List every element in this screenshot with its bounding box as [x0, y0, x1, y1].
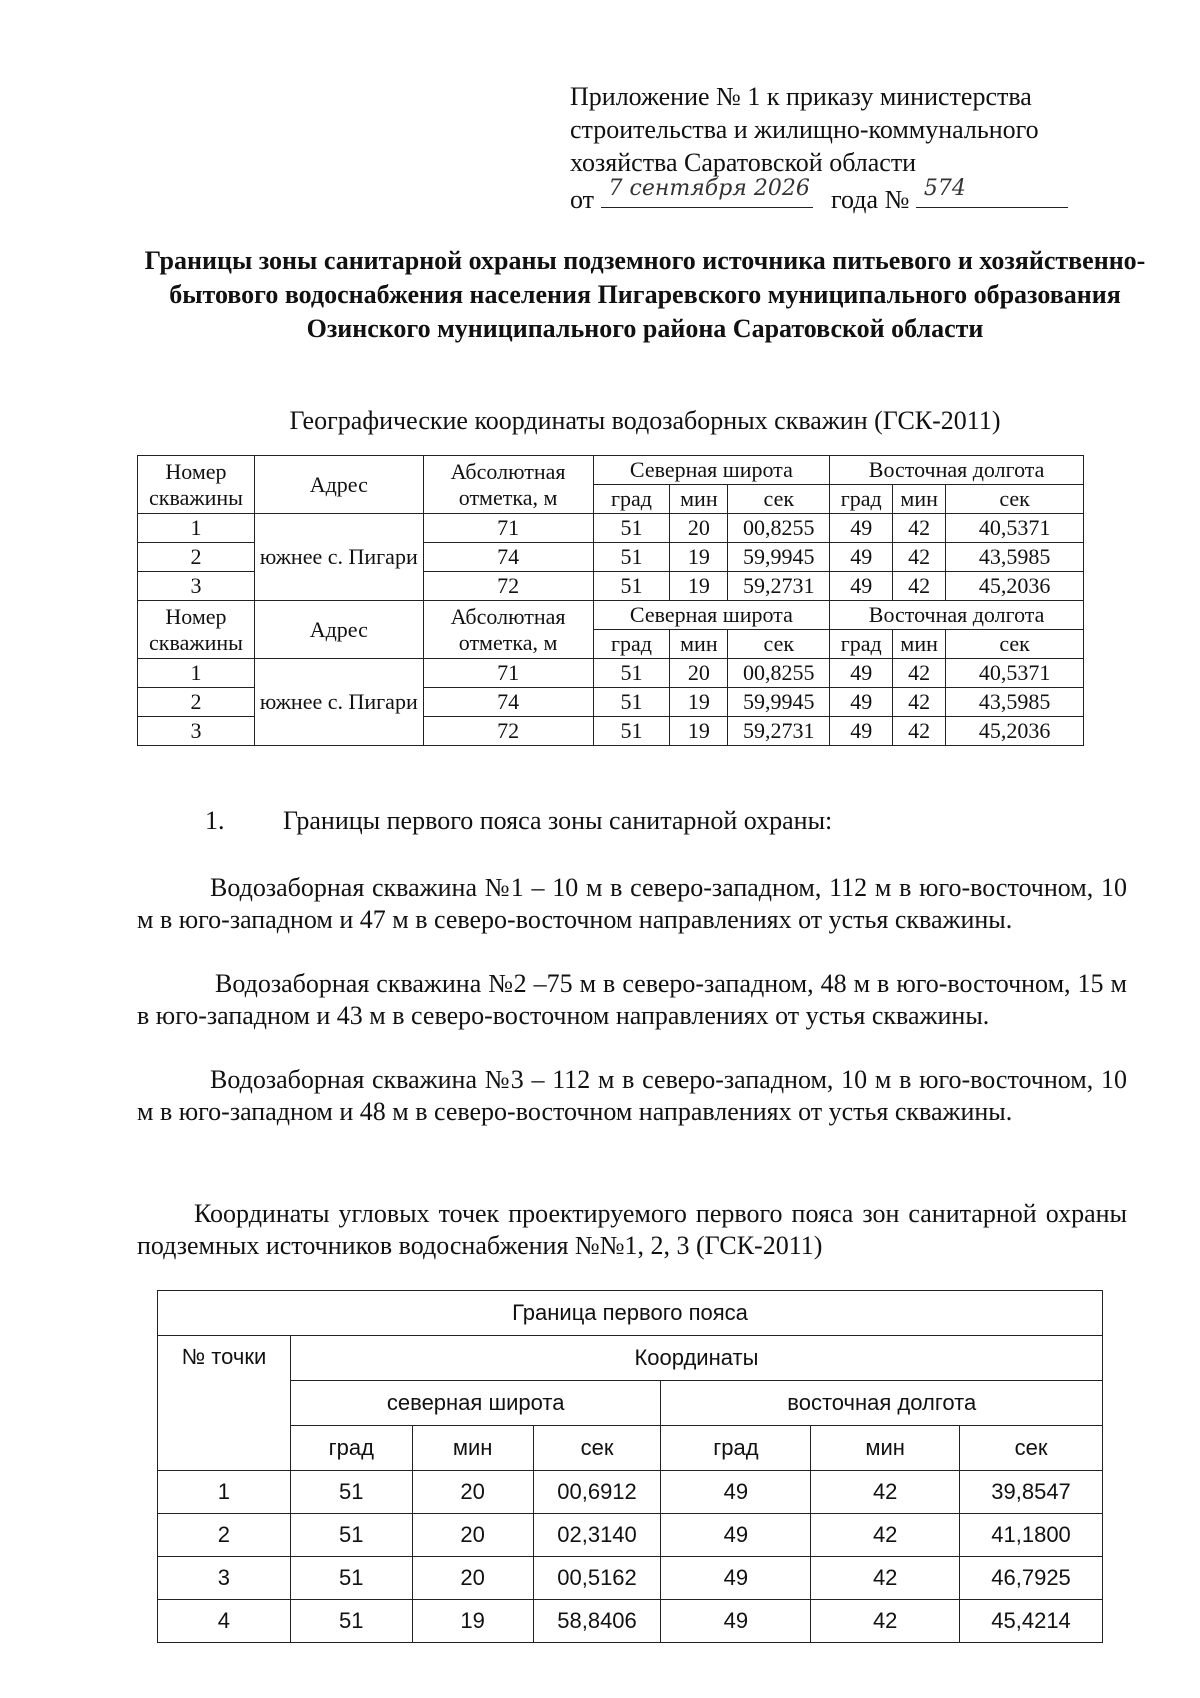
header-unit: мин — [811, 1426, 960, 1471]
cell-coordinate: 00,8255 — [728, 659, 830, 688]
cell-coordinate: 40,5371 — [946, 659, 1084, 688]
cell-coordinate: 20 — [412, 1557, 533, 1600]
table-header-row — [158, 1291, 1103, 1336]
header-unit: град — [290, 1426, 412, 1471]
cell-coordinate: 49 — [830, 717, 893, 746]
cell-altitude: 72 — [423, 717, 593, 746]
cell-coordinate: 42 — [811, 1600, 960, 1643]
cell-coordinate: 51 — [593, 659, 670, 688]
table-row — [158, 1557, 1103, 1600]
header-unit: град — [830, 630, 893, 659]
header-unit: сек — [960, 1426, 1103, 1471]
annex-line-2: строительства и жилищно-коммунального — [570, 115, 1039, 144]
cell-coordinate: 19 — [670, 717, 728, 746]
cell-coordinate: 19 — [670, 688, 728, 717]
cell-coordinate: 46,7925 — [960, 1557, 1103, 1600]
cell-well-number: 3 — [138, 572, 255, 601]
header-point-number: № точки — [158, 1336, 291, 1471]
cell-coordinate: 19 — [412, 1600, 533, 1643]
cell-coordinate: 42 — [893, 717, 946, 746]
cell-coordinate: 49 — [661, 1557, 811, 1600]
table1-caption: Географические координаты водозаборных скважин (ГСК-2011) — [289, 406, 1001, 435]
cell-coordinate: 51 — [593, 688, 670, 717]
cell-coordinate: 49 — [661, 1471, 811, 1514]
cell-coordinate: 42 — [893, 688, 946, 717]
cell-coordinate: 49 — [661, 1600, 811, 1643]
section1-heading-text: Границы первого пояса зоны санитарной охраны: — [283, 806, 833, 835]
header-unit: сек — [946, 630, 1084, 659]
from-label: от — [570, 185, 595, 214]
header-altitude: Абсолютная отметка, м — [423, 601, 593, 659]
cell-coordinate: 20 — [412, 1514, 533, 1557]
year-label: года № — [831, 185, 910, 214]
cell-coordinate: 45,2036 — [946, 572, 1084, 601]
header-altitude: Абсолютная отметка, м — [423, 456, 593, 514]
handwritten-number: 574 — [923, 176, 966, 201]
section1-number: 1. — [205, 806, 225, 835]
number-field — [916, 176, 1068, 208]
cell-well-number: 1 — [138, 514, 255, 543]
cell-coordinate: 59,2731 — [728, 717, 830, 746]
table-header-row — [158, 1381, 1103, 1426]
cell-coordinate: 42 — [811, 1514, 960, 1557]
table-header-row — [138, 601, 1084, 630]
header-unit: мин — [670, 630, 728, 659]
cell-coordinate: 51 — [593, 514, 670, 543]
header-unit: сек — [946, 485, 1084, 514]
header-unit: град — [593, 485, 670, 514]
cell-coordinate: 49 — [661, 1514, 811, 1557]
cell-coordinate: 49 — [830, 572, 893, 601]
header-east-longitude: восточная долгота — [661, 1381, 1103, 1426]
cell-coordinate: 45,2036 — [946, 717, 1084, 746]
table-row — [158, 1514, 1103, 1557]
cell-coordinate: 42 — [893, 659, 946, 688]
header-north-latitude: Северная широта — [593, 456, 830, 485]
table-header-row — [158, 1426, 1103, 1471]
date-field — [601, 176, 813, 208]
cell-coordinate: 02,3140 — [533, 1514, 661, 1557]
header-east-longitude: Восточная долгота — [830, 456, 1084, 485]
cell-coordinate: 43,5985 — [946, 688, 1084, 717]
cell-coordinate: 42 — [893, 514, 946, 543]
cell-coordinate: 45,4214 — [960, 1600, 1103, 1643]
cell-coordinate: 49 — [830, 514, 893, 543]
cell-coordinate: 51 — [593, 572, 670, 601]
header-unit: мин — [893, 485, 946, 514]
cell-well-number: 2 — [138, 543, 255, 572]
cell-coordinate: 59,9945 — [728, 688, 830, 717]
header-east-longitude: Восточная долгота — [830, 601, 1084, 630]
cell-coordinate: 42 — [811, 1471, 960, 1514]
cell-address: южнее с. Пигари — [254, 514, 423, 601]
cell-coordinate: 51 — [290, 1514, 412, 1557]
table-row — [138, 659, 1084, 688]
cell-coordinate: 20 — [670, 514, 728, 543]
header-first-belt: Граница первого пояса — [158, 1291, 1103, 1336]
first-belt-table — [157, 1290, 1103, 1643]
cell-coordinate: 43,5985 — [946, 543, 1084, 572]
cell-coordinate: 42 — [811, 1557, 960, 1600]
cell-coordinate: 49 — [830, 659, 893, 688]
paragraph-well-1: Водозаборная скважина №1 – 10 м в северо-западном, 112 м в юго-восточном, 10 м в юго-западном и 47 м в северо-восточном направлениях от устья скважины. — [137, 873, 1127, 934]
header-unit: мин — [412, 1426, 533, 1471]
cell-coordinate: 00,8255 — [728, 514, 830, 543]
table-row — [158, 1600, 1103, 1643]
cell-point-number: 1 — [158, 1471, 291, 1514]
cell-altitude: 72 — [423, 572, 593, 601]
header-well-number: Номер скважины — [138, 456, 255, 514]
cell-altitude: 71 — [423, 659, 593, 688]
header-unit: град — [661, 1426, 811, 1471]
cell-coordinate: 59,2731 — [728, 572, 830, 601]
cell-altitude: 74 — [423, 688, 593, 717]
cell-coordinate: 19 — [670, 543, 728, 572]
cell-coordinate: 42 — [893, 543, 946, 572]
cell-altitude: 71 — [423, 514, 593, 543]
cell-point-number: 3 — [158, 1557, 291, 1600]
cell-coordinate: 51 — [290, 1471, 412, 1514]
wells-coordinates-table — [137, 455, 1084, 746]
cell-altitude: 74 — [423, 543, 593, 572]
cell-coordinate: 19 — [670, 572, 728, 601]
cell-point-number: 2 — [158, 1514, 291, 1557]
annex-header — [570, 80, 1090, 216]
cell-coordinate: 40,5371 — [946, 514, 1084, 543]
cell-well-number: 2 — [138, 688, 255, 717]
header-unit: сек — [728, 485, 830, 514]
table-row — [158, 1471, 1103, 1514]
paragraph-well-3: Водозаборная скважина №3 – 112 м в северо-западном, 10 м в юго-восточном, 10 м в юго-западном и 48 м в северо-восточном направлениях от устья скважины. — [137, 1065, 1127, 1126]
table-header-row — [138, 456, 1084, 485]
cell-coordinate: 00,5162 — [533, 1557, 661, 1600]
cell-coordinate: 51 — [290, 1557, 412, 1600]
cell-point-number: 4 — [158, 1600, 291, 1643]
table-header-row — [158, 1336, 1103, 1381]
header-unit: мин — [670, 485, 728, 514]
header-well-number: Номер скважины — [138, 601, 255, 659]
cell-well-number: 3 — [138, 717, 255, 746]
cell-address: южнее с. Пигари — [254, 659, 423, 746]
cell-coordinate: 20 — [412, 1471, 533, 1514]
cell-coordinate: 51 — [593, 717, 670, 746]
cell-coordinate: 49 — [830, 543, 893, 572]
handwritten-date: 7 сентября 2026 — [608, 176, 810, 201]
cell-coordinate: 41,1800 — [960, 1514, 1103, 1557]
document-title: Границы зоны санитарной охраны подземного источника питьевого и хозяйственно-бытового водоснабжения населения Пигаревского муниципального образования Озинского муниципального района Саратовской области — [144, 246, 1146, 343]
cell-coordinate: 49 — [830, 688, 893, 717]
table-row — [138, 514, 1084, 543]
header-unit: мин — [893, 630, 946, 659]
header-address: Адрес — [254, 601, 423, 659]
paragraph-table2-caption: Координаты угловых точек проектируемого первого пояса зон санитарной охраны подземных источников водоснабжения №№1, 2, 3 (ГСК-2011) — [137, 1199, 1127, 1260]
header-unit: град — [593, 630, 670, 659]
cell-coordinate: 42 — [893, 572, 946, 601]
header-coordinates: Координаты — [290, 1336, 1102, 1381]
header-north-latitude: Северная широта — [593, 601, 830, 630]
annex-line-3: хозяйства Саратовской области — [570, 148, 917, 177]
cell-coordinate: 51 — [290, 1600, 412, 1643]
header-unit: сек — [533, 1426, 661, 1471]
cell-coordinate: 39,8547 — [960, 1471, 1103, 1514]
cell-coordinate: 51 — [593, 543, 670, 572]
annex-line-1: Приложение № 1 к приказу министерства — [570, 82, 1032, 111]
cell-well-number: 1 — [138, 659, 255, 688]
annex-date-line — [570, 176, 1090, 216]
header-north-latitude: северная широта — [290, 1381, 661, 1426]
cell-coordinate: 59,9945 — [728, 543, 830, 572]
cell-coordinate: 20 — [670, 659, 728, 688]
paragraph-well-2: Водозаборная скважина №2 –75 м в северо-западном, 48 м в юго-восточном, 15 м в юго-западном и 43 м в северо-восточном направлениях от устья скважины. — [137, 969, 1127, 1030]
header-address: Адрес — [254, 456, 423, 514]
cell-coordinate: 58,8406 — [533, 1600, 661, 1643]
header-unit: сек — [728, 630, 830, 659]
cell-coordinate: 00,6912 — [533, 1471, 661, 1514]
header-unit: град — [830, 485, 893, 514]
section1-heading — [205, 806, 832, 836]
